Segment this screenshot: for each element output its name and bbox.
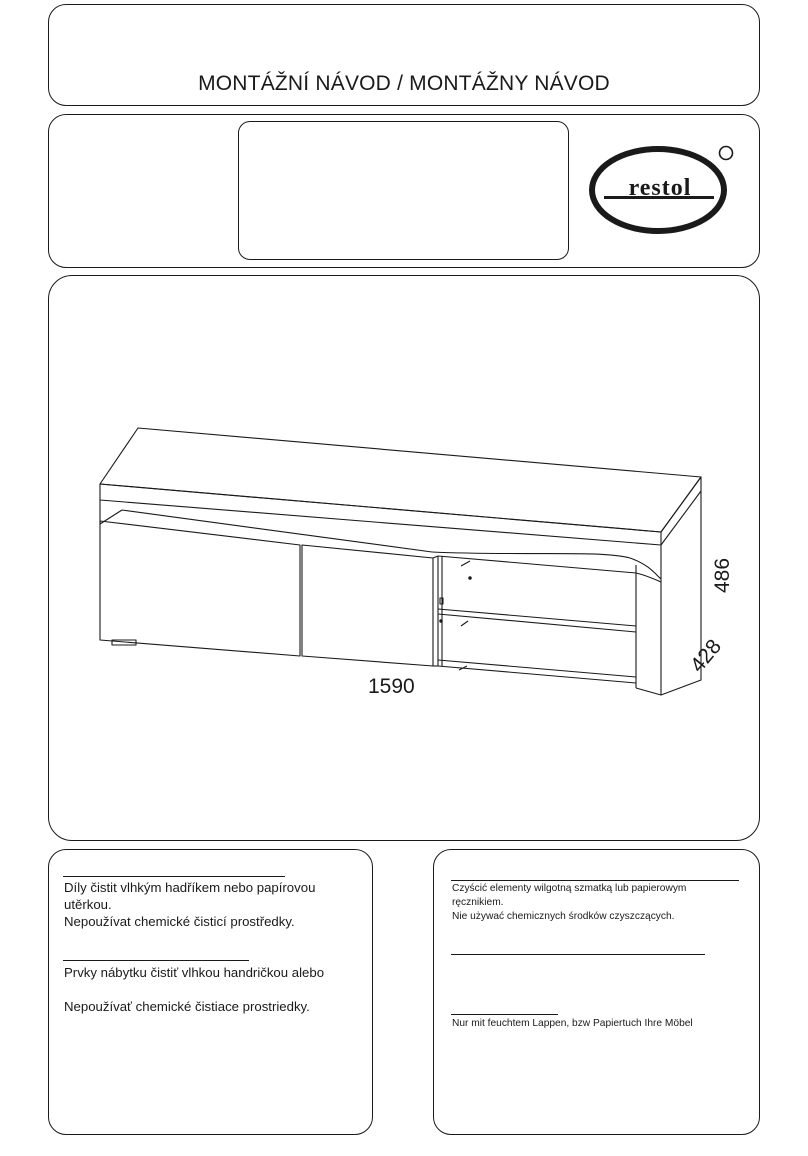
cz-heading-rule	[63, 876, 285, 877]
dimension-height: 486	[711, 557, 734, 593]
cz-text-line-1: Díly čistit vlhkým hadříkem nebo papírovou	[64, 880, 316, 895]
cz-text-line-2: utěrkou.	[64, 897, 112, 912]
pl-heading-rule	[451, 880, 739, 881]
pl-text-line-3: Nie używać chemicznych środków czyszczących.	[452, 911, 675, 922]
page-title: MONTÁŽNÍ NÁVOD / MONTÁŽNY NÁVOD	[198, 72, 610, 95]
de-text-line-1: Nur mit feuchtem Lappen, bzw Papiertuch Ihre Möbel	[452, 1018, 693, 1029]
sk-heading-rule	[63, 960, 249, 961]
cz-text-line-3: Nepoužívat chemické čisticí prostředky.	[64, 914, 295, 929]
pl-text-line-1: Czyścić elementy wilgotną szmatką lub papierowym	[452, 883, 687, 894]
blank-rule	[451, 954, 705, 955]
sk-text-line-1: Prvky nábytku čistiť vlhkou handričkou alebo	[64, 965, 325, 980]
pl-text-line-2: ręcznikiem.	[452, 897, 504, 908]
sk-text-line-2: Nepoužívať chemické čistiace prostriedky.	[64, 999, 310, 1014]
dimension-width: 1590	[368, 675, 415, 698]
logo-wordmark: restol	[628, 175, 692, 201]
de-heading-rule	[451, 1014, 558, 1015]
dimension-depth: 428	[686, 635, 727, 677]
